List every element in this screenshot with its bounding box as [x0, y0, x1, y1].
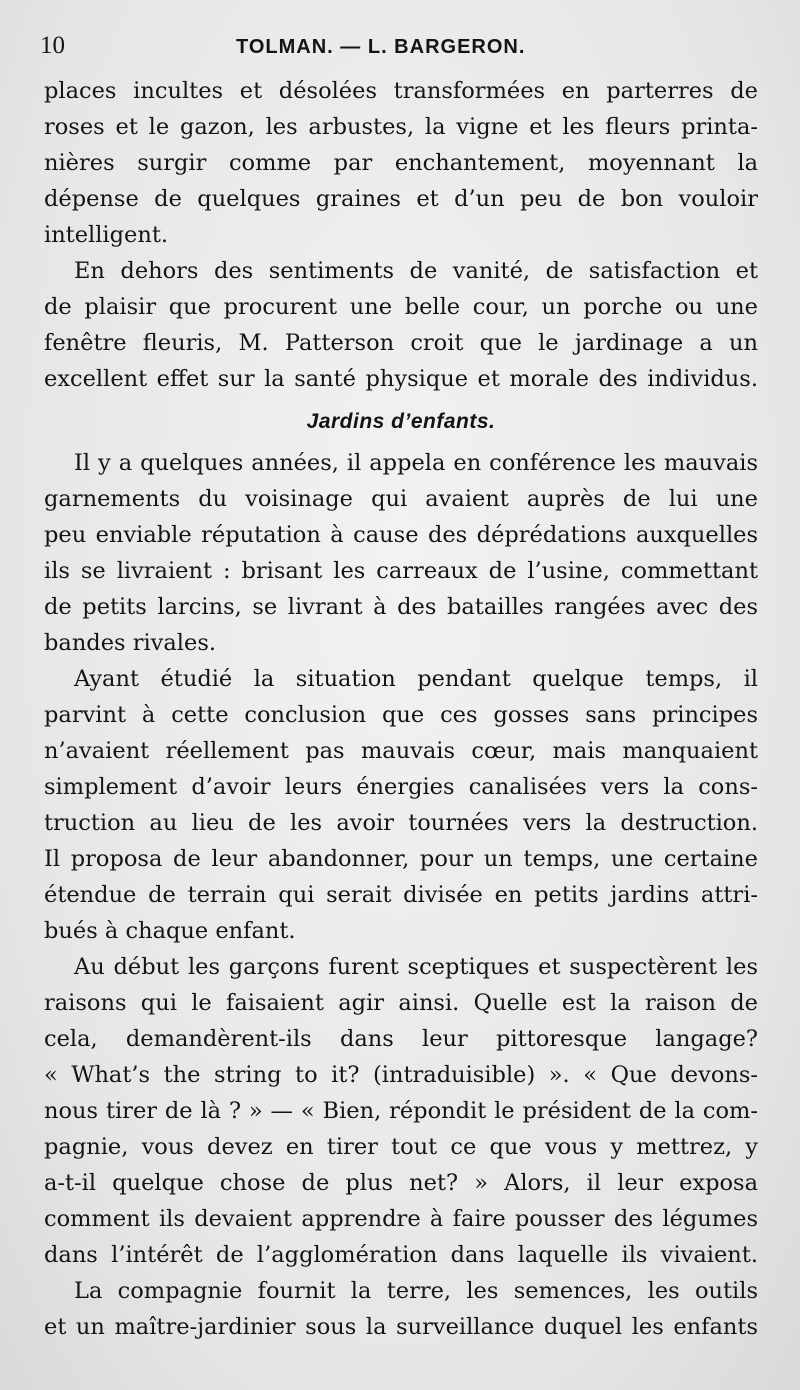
text-line: Il proposa de leur abandonner, pour un temps, une certaine	[44, 846, 758, 872]
text-line: garnements du voisinage qui avaient auprès de lui une	[44, 486, 758, 512]
page-number: 10	[40, 32, 65, 59]
text-line: excellent effet sur la santé physique et morale des individus.	[44, 366, 758, 392]
text-line: truction au lieu de les avoir tournées vers la destruction.	[44, 810, 758, 836]
text-line: étendue de terrain qui serait divisée en petits jardins attri-	[44, 882, 758, 908]
text-line: Au début les garçons furent sceptiques et suspectèrent les	[74, 954, 758, 980]
text-line: bandes rivales.	[44, 630, 217, 656]
page-header	[40, 32, 760, 66]
text-line: En dehors des sentiments de vanité, de satisfaction et	[74, 258, 758, 284]
text-line: « What’s the string to it? (intraduisible) ». « Que devons-	[44, 1062, 758, 1088]
body-text	[44, 73, 758, 1345]
section-title: Jardins d’enfants.	[306, 410, 496, 433]
text-line: Il y a quelques années, il appela en conférence les mauvais	[74, 450, 758, 476]
text-line: simplement d’avoir leurs énergies canalisées vers la cons-	[44, 774, 758, 800]
paragraph	[44, 949, 758, 1273]
text-line: bués à chaque enfant.	[44, 918, 296, 944]
text-line: dépense de quelques graines et d’un peu de bon vouloir	[44, 186, 758, 212]
text-line: parvint à cette conclusion que ces gosses sans principes	[44, 702, 758, 728]
text-line: nières surgir comme par enchantement, moyennant la	[44, 150, 758, 176]
paragraph	[44, 445, 758, 661]
text-line: et un maître-jardinier sous la surveillance duquel les enfants	[44, 1314, 758, 1340]
running-head: TOLMAN. — L. BARGERON.	[236, 36, 526, 58]
text-line: ils se livraient : brisant les carreaux de l’usine, commettant	[44, 558, 758, 584]
text-line: de petits larcins, se livrant à des batailles rangées avec des	[44, 594, 758, 620]
text-line: nous tirer de là ? » — « Bien, répondit le président de la com-	[44, 1098, 758, 1124]
text-line: Ayant étudié la situation pendant quelque temps, il	[74, 666, 758, 692]
text-line: cela, demandèrent-ils dans leur pittoresque langage?	[44, 1026, 758, 1052]
text-line: roses et le gazon, les arbustes, la vigne et les fleurs printa-	[44, 114, 758, 140]
paragraph	[44, 73, 758, 253]
text-line: a-t-il quelque chose de plus net? » Alors, il leur exposa	[44, 1170, 758, 1196]
paragraph	[44, 1273, 758, 1345]
text-line: La compagnie fournit la terre, les semences, les outils	[74, 1278, 758, 1304]
paragraph	[44, 661, 758, 949]
text-line: de plaisir que procurent une belle cour, un porche ou une	[44, 294, 758, 320]
paragraph	[44, 253, 758, 397]
text-line: pagnie, vous devez en tirer tout ce que vous y mettrez, y	[44, 1134, 758, 1160]
text-line: comment ils devaient apprendre à faire pousser des légumes	[44, 1206, 758, 1232]
text-line: fenêtre fleuris, M. Patterson croit que le jardinage a un	[44, 330, 758, 356]
text-line: raisons qui le faisaient agir ainsi. Quelle est la raison de	[44, 990, 758, 1016]
text-line: dans l’intérêt de l’agglomération dans laquelle ils vivaient.	[44, 1242, 758, 1268]
text-line: places incultes et désolées transformées en parterres de	[44, 78, 758, 104]
text-line: intelligent.	[44, 222, 169, 248]
text-line: n’avaient réellement pas mauvais cœur, mais manquaient	[44, 738, 758, 764]
text-line: peu enviable réputation à cause des déprédations auxquelles	[44, 522, 758, 548]
